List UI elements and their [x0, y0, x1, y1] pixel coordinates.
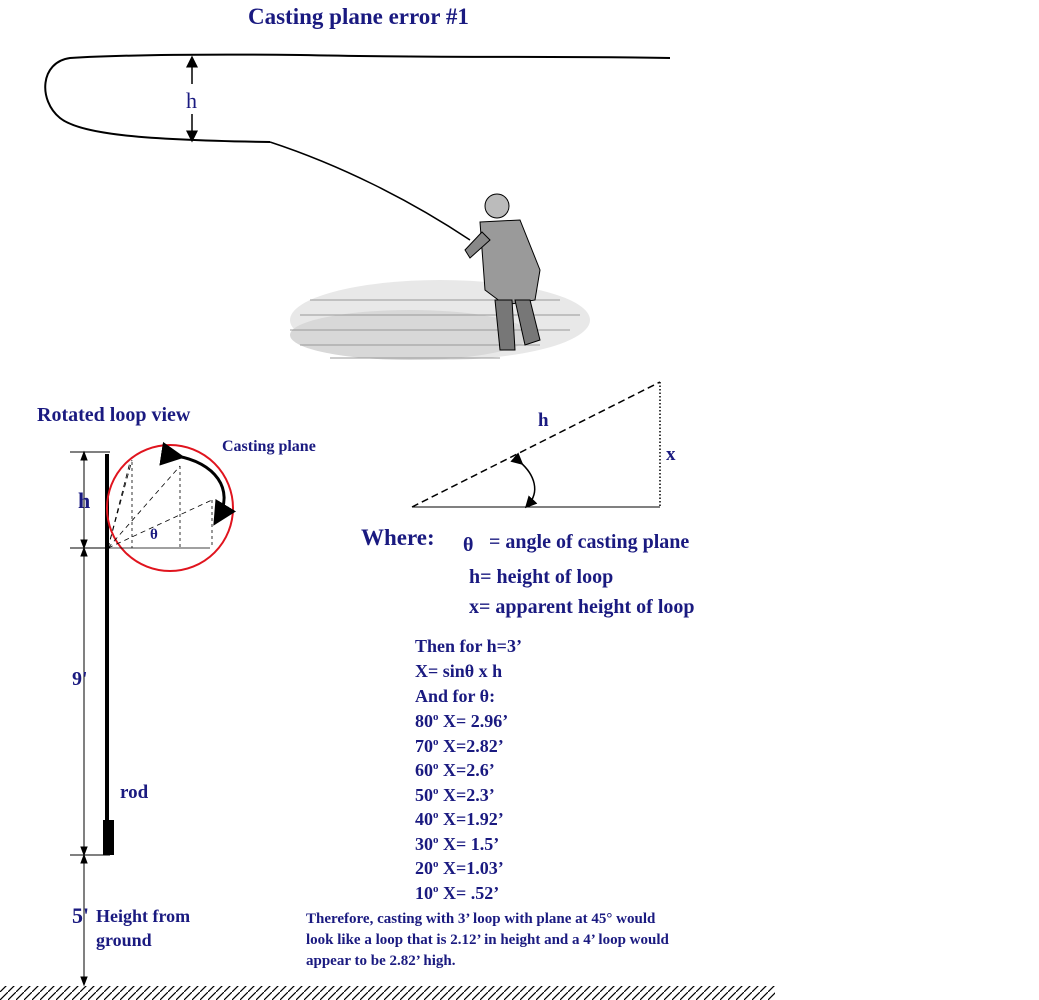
table-value: X=1.03’ [438, 858, 504, 878]
rod-handle [103, 820, 114, 855]
triangle-opp-label: x [666, 444, 676, 465]
table-degree: 50 [415, 784, 433, 805]
conclusion-line1: Therefore, casting with 3’ loop with plane at 45° would [306, 911, 656, 927]
table-value: X= 1.5’ [438, 833, 500, 854]
where-theta: θ [463, 534, 474, 556]
degree-symbol: o [433, 735, 439, 748]
top-h-label: h [186, 88, 197, 113]
fly-rod [270, 142, 470, 240]
height-value: 5' [72, 903, 90, 928]
table-degree: 30 [415, 833, 433, 854]
casting-plane-circle [107, 445, 233, 571]
table-degree: 10 [415, 882, 433, 903]
ground-strip [0, 986, 775, 1000]
calc-line1: Then for h=3’ [415, 636, 522, 656]
table-row [415, 883, 499, 904]
fly-line-loop [45, 55, 670, 142]
degree-symbol: o [433, 711, 439, 723]
angler-sketch [290, 194, 590, 360]
degree-symbol: o [433, 833, 439, 846]
table-degree: 80 [415, 711, 433, 731]
height-label-line1: Height from [96, 906, 191, 926]
table-row [415, 785, 495, 806]
table-value: X= 2.96’ [438, 711, 509, 731]
rotated-view-heading: Rotated loop view [37, 404, 191, 426]
rotated-theta-label: θ [150, 527, 158, 543]
rod-label: rod [120, 782, 149, 803]
rotated-h-label: h [78, 488, 91, 513]
table-degree: 70 [415, 735, 433, 756]
table-row [415, 858, 504, 879]
degree-symbol: o [433, 882, 439, 895]
calc-line2: X= sinθ x h [415, 661, 503, 681]
table-row [415, 736, 504, 757]
degree-symbol: o [433, 858, 439, 870]
table-row [415, 809, 504, 830]
triangle-hypotenuse [412, 382, 660, 507]
where-label: Where: [361, 525, 435, 550]
casting-plane-label: Casting plane [222, 438, 316, 455]
table-row [415, 711, 508, 732]
table-value: X=1.92’ [438, 809, 504, 829]
page-title: Casting plane error #1 [248, 4, 469, 29]
conclusion-line3: appear to be 2.82’ high. [306, 953, 456, 969]
rod-length-label: 9' [72, 668, 88, 690]
degree-symbol: o [433, 760, 439, 772]
where-theta-def: = angle of casting plane [489, 531, 690, 553]
table-row [415, 760, 495, 781]
where-h-def: h= height of loop [469, 566, 614, 588]
table-degree: 40 [415, 809, 433, 829]
table-row [415, 834, 499, 855]
conclusion-line2: look like a loop that is 2.12’ in height and a 4’ loop would [306, 932, 669, 948]
table-value: X=2.6’ [438, 760, 495, 780]
where-x-def: x= apparent height of loop [469, 596, 695, 618]
degree-symbol: o [433, 809, 439, 821]
table-value: X=2.82’ [438, 735, 504, 756]
table-degree: 20 [415, 858, 433, 878]
height-label-line2: ground [96, 930, 152, 950]
table-degree: 60 [415, 760, 433, 780]
table-value: X=2.3’ [438, 784, 495, 805]
triangle-angle-arrow [520, 462, 535, 505]
table-value: X= .52’ [438, 882, 500, 903]
degree-symbol: o [433, 784, 439, 797]
triangle-hyp-label: h [538, 410, 549, 431]
calc-line3: And for θ: [415, 686, 496, 706]
